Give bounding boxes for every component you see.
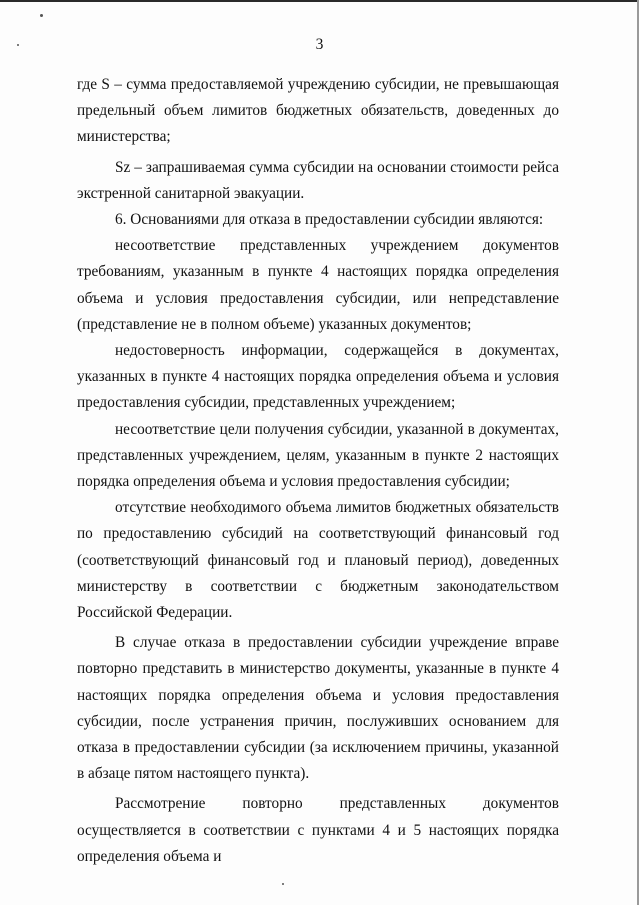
document-body [77, 72, 559, 870]
paragraph-refusal-ground-2: недостоверность информации, содержащейся в документах, указанных в пункте 4 настоящих порядка определения объема и условия предоставления субсидии, представленных учреждением; [77, 342, 559, 412]
paragraph-resubmission: В случае отказа в предоставлении субсидии учреждение вправе повторно представить в министерство документы, указанные в пункте 4 настоящих порядка определения объема и условия предоставления субсидии, после устранения причин, послуживших основанием для отказа в предоставлении субсидии (за исключением причины, указанной в абзаце пятом настоящего пункта). [77, 634, 559, 783]
paragraph-refusal-grounds-heading: 6. Основаниями для отказа в предоставлении субсидии являются: [115, 211, 544, 229]
scan-speck [282, 883, 284, 885]
paragraph-refusal-ground-4: отсутствие необходимого объема лимитов бюджетных обязательств по предоставлению субсидий на соответствующий финансовый год (соответствующий финансовый год и плановый период), доведенных министерству в соответствии с бюджетным законодательством Российской Федерации. [77, 499, 559, 622]
paragraph-definition-s: где S – сумма предоставляемой учреждению субсидии, не превышающая предельный объем лимитов бюджетных обязательств, доведенных до министерства; [77, 76, 559, 146]
paragraph-refusal-ground-1: несоответствие представленных учреждением документов требованиям, указанным в пункте 4 настоящих порядка определения объема и условия предоставления субсидии, или непредставление (представление не в полном объеме) указанных документов; [77, 237, 559, 333]
scan-top-edge [0, 0, 639, 2]
page-number: 3 [315, 36, 324, 53]
scan-speck [40, 14, 43, 17]
paragraph-refusal-ground-3: несоответствие цели получения субсидии, указанной в документах, представленных учреждением, целям, указанным в пункте 2 настоящих порядка определения объема и условия предоставления субсидии; [77, 420, 559, 491]
paragraph-review: Рассмотрение повторно представленных документов осуществляется в соответствии с пунктами 4 и 5 настоящих порядка определения объема и [77, 795, 559, 865]
paragraph-definition-sz: Sz – запрашиваемая сумма субсидии на основании стоимости рейса экстренной санитарной эвакуации. [77, 158, 559, 202]
